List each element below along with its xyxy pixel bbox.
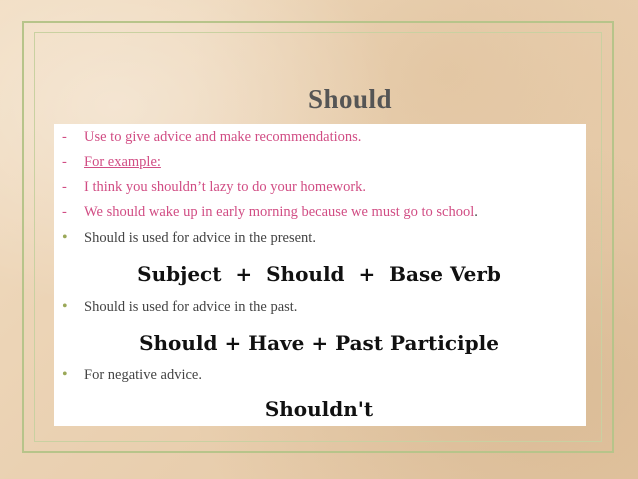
bullet-item-1	[62, 229, 316, 247]
dash-item-2	[62, 153, 161, 171]
bullet-item-3	[62, 366, 202, 384]
bullet-icon: •	[62, 298, 68, 315]
dash-item-1	[62, 128, 361, 146]
bullet-item-2	[62, 298, 297, 316]
formula-present: Subject + Should + Base Verb	[137, 262, 501, 286]
dash-marker: -	[62, 129, 67, 145]
formula-negative: Shouldn't	[264, 397, 374, 421]
formula-past: Should + Have + Past Participle	[139, 331, 499, 355]
dash-marker: -	[62, 204, 67, 220]
dash-item-3	[62, 178, 366, 196]
bullet-item-text: Should is used for advice in the past.	[84, 299, 298, 315]
example-link-text: For example:	[84, 154, 161, 170]
dash-marker: -	[62, 179, 67, 195]
bullet-icon: •	[62, 229, 68, 246]
bullet-item-text: For negative advice.	[84, 367, 202, 383]
dash-marker: -	[62, 154, 67, 170]
dash-item-text: I think you shouldn’t lazy to do your homework.	[84, 179, 367, 195]
bullet-icon: •	[62, 366, 68, 383]
dash-item-4	[62, 203, 478, 221]
dash-item-text: We should wake up in early morning because we must go to school	[84, 204, 475, 220]
dash-item-suffix: .	[474, 204, 478, 220]
dash-item-text: Use to give advice and make recommendations.	[84, 129, 362, 145]
slide-title: Should	[307, 84, 393, 114]
bullet-item-text: Should is used for advice in the present.	[84, 230, 316, 246]
